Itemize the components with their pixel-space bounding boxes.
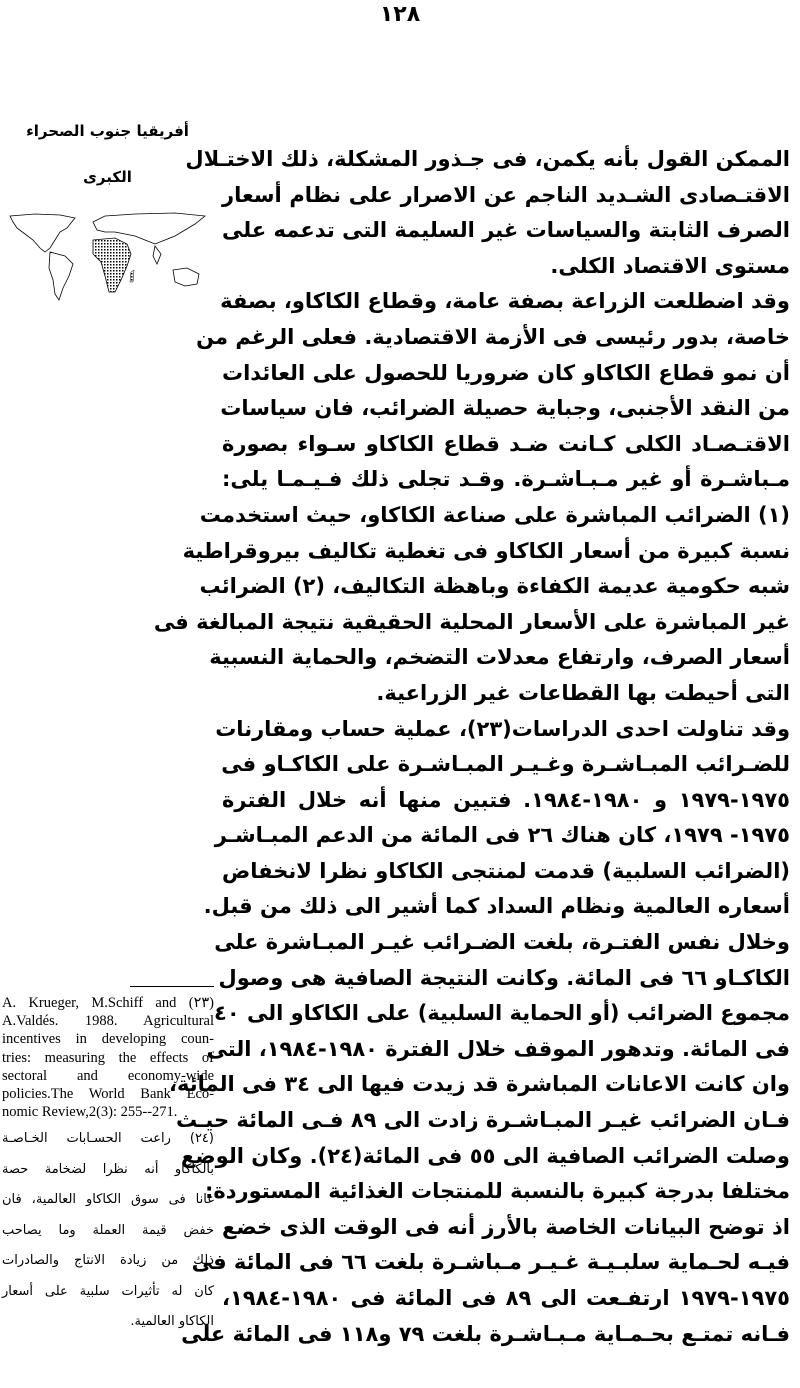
text-line: ١٩٧٥-١٩٧٩ ارتفـعت الى ٨٩ فى المائة فى ١٩٨٠-١٩٨٤، bbox=[222, 1286, 791, 1310]
madagascar-shaded bbox=[130, 270, 134, 282]
text-line: أن نمو قطاع الكاكاو كان ضروريا للحصول على العائدات bbox=[222, 360, 790, 385]
text-line: ١٩٧٥- ١٩٧٩، كان هناك ٢٦ فى المائة من الدعم المبـاشـر bbox=[214, 823, 790, 848]
text-line: مستوى الاقتصاد الكلى. bbox=[550, 253, 790, 278]
text-line: tries: measuring the effects of bbox=[2, 1049, 214, 1066]
text-line: policies.The World Bank Eco- bbox=[2, 1086, 214, 1103]
text-line: incentives in developing coun- bbox=[2, 1031, 214, 1048]
text-line: من النقد الأجنبى، وجباية حصيلة الضرائب، فان سياسات bbox=[220, 396, 790, 421]
text-line: فـانه تمتـع بحـمـاية مـبـاشـرة بلغت ٧٩ و١١٨ فى المائة على bbox=[181, 1321, 790, 1346]
text-line: الاقتـصـاد الكلى كـانت ضـد قطاع الكاكاو سـواء بصورة bbox=[222, 431, 790, 456]
text-line: شبه حكومية عديمة الكفاءة وباهظة التكاليف، (٢) الضرائب bbox=[199, 574, 790, 599]
world-map-illustration bbox=[5, 210, 210, 302]
text-line: غانا فى سوق الكاكاو العالمية، فان bbox=[2, 1192, 214, 1207]
text-line: فيـه لحـماية سلبـيـة غـيـر مـباشـرة بلغت ٦٦ فى المائة فى bbox=[191, 1250, 790, 1275]
text-line: خاصة، بدور رئيسى فى الأزمة الاقتصادية. فعلى الرغم من bbox=[196, 324, 790, 349]
text-line: مـباشـرة أو غير مـبـاشـرة. وقـد تجلى ذلك فـيـمـا يلى: bbox=[222, 467, 790, 492]
text-line: وخلال نفس الفتـرة، بلغت الضـرائب غيـر المبـاشرة على bbox=[214, 930, 790, 955]
text-line: التى أحيطت بها القطاعات غير الزراعية. bbox=[376, 680, 790, 705]
map-caption-line1: أفريقيا جنوب الصحراء bbox=[26, 122, 189, 140]
map-caption-line2: الكبرى bbox=[83, 168, 132, 186]
text-line: وقد اضطلعت الزراعة بصفة عامة، وقطاع الكاكاو، بصفة bbox=[220, 289, 790, 314]
footnote-23 bbox=[2, 994, 214, 1121]
text-line: خفض قيمة العملة وما يصاحب bbox=[2, 1222, 214, 1238]
text-line: sectoral and economy-wide bbox=[2, 1067, 214, 1084]
text-line: أسعار الصرف، وارتفاع معدلات التضخم، والحماية النسبية bbox=[209, 645, 790, 670]
text-line: كان له تأثيرات سلبية على أسعار bbox=[2, 1283, 214, 1299]
text-line: فى المائة. وتدهور الموقف خلال الفترة ١٩٨٠-١٩٨٤، التى bbox=[206, 1036, 790, 1061]
text-line: أسعاره العالمية ونظام السداد كما أشير الى ذلك من قبل. bbox=[203, 894, 790, 919]
text-line: الكاكـاو ٦٦ فى المائة. وكانت النتيجة الصافية هى وصول bbox=[218, 965, 790, 990]
australia-outline bbox=[173, 268, 199, 286]
text-line: وصلت الضرائب الصافية الى ٥٥ فى المائة(٢٤). وكان الوضع bbox=[181, 1143, 790, 1168]
text-line: بالكاكاو أنه نظرا لضخامة حصة bbox=[2, 1161, 214, 1177]
text-line: الممكن القول بأنه يكمن، فى جـذور المشكلة، ذلك الاختـلال bbox=[185, 147, 790, 171]
text-line: A.Valdés. 1988. Agricultural bbox=[2, 1013, 214, 1030]
text-line: فـان الضرائب غيـر المبـاشـرة زادت الى ٨٩ فـى المائة حيـث bbox=[175, 1108, 790, 1133]
footnote-24 bbox=[2, 1124, 214, 1338]
text-line: الصرف الثابتة والسياسات غير السليمة التى تدعمه على bbox=[222, 218, 790, 243]
text-line: nomic Review,2(3): 255--271. bbox=[2, 1104, 178, 1121]
text-line: مجموع الضرائب (أو الحماية السلبية) على الكاكاو الى ٤٠ bbox=[214, 1001, 790, 1026]
text-line: وقد تناولت احدى الدراسات(٢٣)، عملية حساب ومقارنات bbox=[215, 716, 790, 741]
text-line: مختلفا بدرجة كبيرة بالنسبة للمنتجات الغذائية المستوردة: bbox=[204, 1179, 790, 1204]
text-line: A. Krueger, M.Schiff and (٢٣) bbox=[2, 995, 214, 1011]
text-line: (١) الضرائب المباشرة على صناعة الكاكاو، حيث استخدمت bbox=[199, 502, 790, 527]
text-line: الكاكاو العالمية. bbox=[130, 1314, 214, 1329]
footnote-separator bbox=[130, 986, 214, 987]
text-line: وان كانت الاعانات المباشرة قد زيدت فيها الى ٣٤ فى المائة، bbox=[169, 1072, 790, 1097]
text-line: (٢٤) راعت الحسـابات الخـاصـة bbox=[2, 1131, 214, 1146]
southeast-asia-outline bbox=[153, 246, 161, 264]
text-line: غير المباشرة على الأسعار المحلية الحقيقية نتيجة المبالغة فى bbox=[153, 609, 790, 634]
text-line: للضـرائب المبـاشـرة وغـيـر المبـاشـرة على الكاكـاو فى bbox=[221, 752, 790, 777]
text-line: ١٩٧٥-١٩٧٩ و ١٩٨٠-١٩٨٤. فتبين منها أنه خلال الفترة bbox=[222, 787, 790, 812]
text-line: الاقتـصادى الشـديد الناجم عن الاصرار على نظام أسعار bbox=[222, 182, 790, 207]
page-number: ١٢٨ bbox=[379, 2, 421, 27]
text-line: نسبة كبيرة من أسعار الكاكاو فى تغطية تكاليف بيروقراطية bbox=[182, 538, 790, 563]
south-america-outline bbox=[49, 252, 73, 300]
north-america-outline bbox=[10, 214, 75, 252]
text-line: اذ توضح البيانات الخاصة بالأرز أنه فى الوقت الذى خضع bbox=[222, 1214, 790, 1239]
text-line: ذلك من زيادة الانتاج والصادرات bbox=[2, 1253, 214, 1268]
sub-saharan-africa-shaded bbox=[93, 238, 131, 292]
text-line: (الضرائب السلبية) قدمت لمنتجى الكاكاو نظرا لانخفاض bbox=[222, 858, 790, 883]
